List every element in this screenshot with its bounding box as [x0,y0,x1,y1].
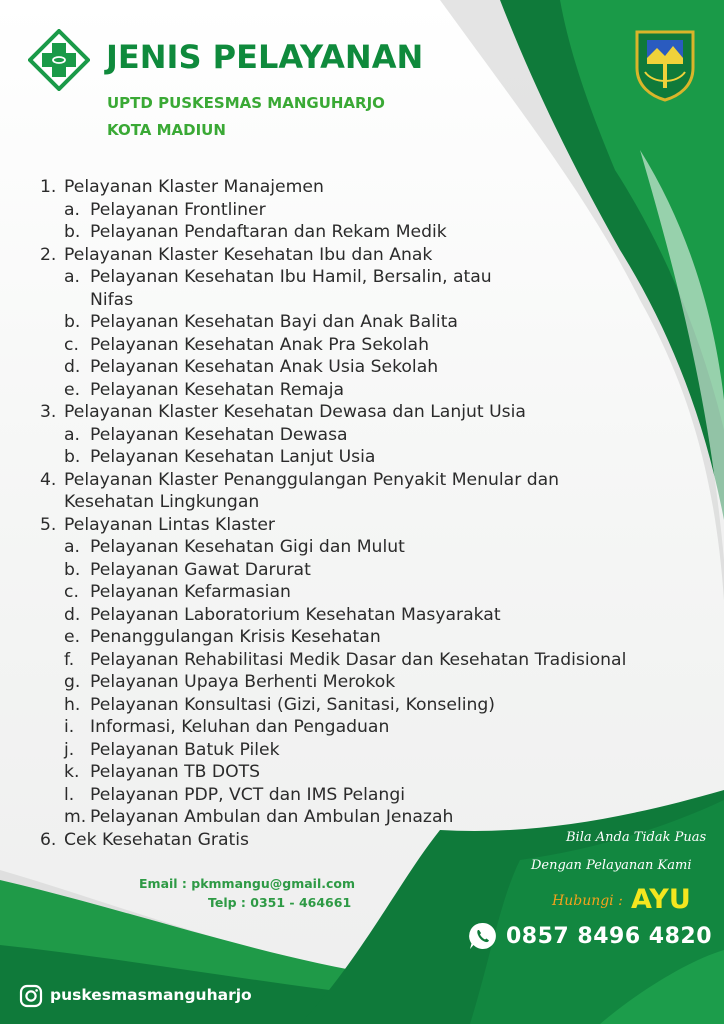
health-cross-logo [28,29,90,91]
item-letter: d. [64,604,81,625]
item-letter: b. [64,559,81,580]
item-letter: c. [64,334,79,355]
item-text: Pelayanan Frontliner [90,199,266,220]
list-item [40,176,626,199]
item-letter: l. [64,784,75,805]
item-text: Pelayanan Kesehatan Lanjut Usia [90,447,376,467]
item-letter: a. [64,424,80,445]
list-item [40,379,626,402]
list-item [40,716,626,739]
item-text-continued: Nifas [90,289,134,310]
complaint-line-1: Bila Anda Tidak Puas [566,830,707,845]
item-text: Informasi, Keluhan dan Pengaduan [90,717,390,737]
list-item [40,424,626,447]
item-letter: e. [64,379,81,400]
item-text-continued: Kesehatan Lingkungan [64,492,260,512]
item-letter: b. [64,222,81,242]
list-item [40,626,626,649]
item-text: Pelayanan PDP, VCT dan IMS Pelangi [90,784,406,805]
list-item [40,356,626,379]
item-letter: c. [64,582,79,602]
list-item [40,739,626,762]
item-letter: g. [64,672,81,692]
item-text: Pelayanan Kefarmasian [90,582,291,602]
list-item [40,469,626,492]
item-text: Pelayanan Kesehatan Remaja [90,379,345,400]
item-letter: d. [64,357,81,377]
city-name: KOTA MADIUN [107,121,226,139]
list-item [40,559,626,582]
item-letter: i. [64,717,75,737]
page-title: JENIS PELAYANAN [106,38,424,76]
item-text: Pelayanan Konsultasi (Gizi, Sanitasi, Konseling) [90,694,496,715]
item-text: Pelayanan Pendaftaran dan Rekam Medik [90,222,447,242]
item-text: Pelayanan Kesehatan Anak Pra Sekolah [90,334,429,355]
item-number: 5. [40,514,57,535]
item-number: 3. [40,402,57,422]
instagram-handle[interactable]: puskesmasmanguharjo [50,986,252,1004]
item-text: Pelayanan Kesehatan Ibu Hamil, Bersalin, atau [90,267,492,287]
list-item [40,266,626,289]
item-letter: k. [64,762,80,782]
list-item [40,581,626,604]
item-letter: b. [64,447,81,467]
list-item [40,221,626,244]
service-list [40,176,626,851]
list-item [40,784,626,807]
item-text: Pelayanan Kesehatan Bayi dan Anak Balita [90,312,458,332]
list-item [40,536,626,559]
item-text: Pelayanan Lintas Klaster [64,514,275,535]
contact-label: Hubungi : [552,893,623,909]
item-text: Pelayanan Kesehatan Anak Usia Sekolah [90,357,439,377]
organization-name: UPTD PUSKESMAS MANGUHARJO [107,94,385,112]
item-letter: a. [64,199,80,220]
item-letter: m. [64,807,87,827]
instagram-icon [19,984,43,1008]
complaint-line-2: Dengan Pelayanan Kami [531,858,692,873]
phone-number[interactable]: 0857 8496 4820 [506,924,713,949]
item-text: Penanggulangan Krisis Kesehatan [90,627,381,647]
item-letter: h. [64,694,81,715]
list-item [40,649,626,672]
item-text: Pelayanan Batuk Pilek [90,739,280,760]
item-number: 1. [40,177,57,197]
item-text: Pelayanan Kesehatan Dewasa [90,424,348,445]
item-text: Pelayanan Gawat Darurat [90,559,311,580]
item-text: Cek Kesehatan Gratis [64,829,249,850]
list-item [40,446,626,469]
item-letter: a. [64,537,80,557]
item-number: 2. [40,244,57,265]
list-item [40,199,626,222]
item-letter: f. [64,649,75,670]
item-text: Pelayanan Kesehatan Gigi dan Mulut [90,537,405,557]
item-text: Pelayanan Klaster Kesehatan Ibu dan Anak [64,244,433,265]
item-text: Pelayanan TB DOTS [90,762,261,782]
list-item [40,761,626,784]
item-text: Pelayanan Ambulan dan Ambulan Jenazah [90,807,454,827]
list-item [40,401,626,424]
item-letter: j. [64,739,75,760]
item-letter: a. [64,267,80,287]
item-letter: e. [64,627,81,647]
item-text: Pelayanan Klaster Manajemen [64,177,324,197]
list-item [40,694,626,717]
list-item [40,829,626,852]
email-text: Email : pkmmangu@gmail.com [139,876,356,891]
item-text: Pelayanan Klaster Kesehatan Dewasa dan Lanjut Usia [64,402,526,422]
list-item [40,311,626,334]
list-item [40,334,626,357]
list-item [40,244,626,267]
list-item [40,671,626,694]
item-text: Pelayanan Rehabilitasi Medik Dasar dan Kesehatan Tradisional [90,649,627,670]
item-text: Pelayanan Upaya Berhenti Merokok [90,672,396,692]
list-item [40,604,626,627]
item-letter: b. [64,312,81,332]
contact-name: AYU [631,884,691,915]
whatsapp-icon [468,921,498,951]
item-text: Pelayanan Klaster Penanggulangan Penyakit Menular dan [64,469,560,490]
item-number: 6. [40,829,57,850]
list-item [40,514,626,537]
item-text: Pelayanan Laboratorium Kesehatan Masyarakat [90,604,501,625]
list-item [40,806,626,829]
item-number: 4. [40,469,57,490]
kota-madiun-emblem [633,28,697,102]
telephone-text: Telp : 0351 - 464661 [208,895,352,910]
